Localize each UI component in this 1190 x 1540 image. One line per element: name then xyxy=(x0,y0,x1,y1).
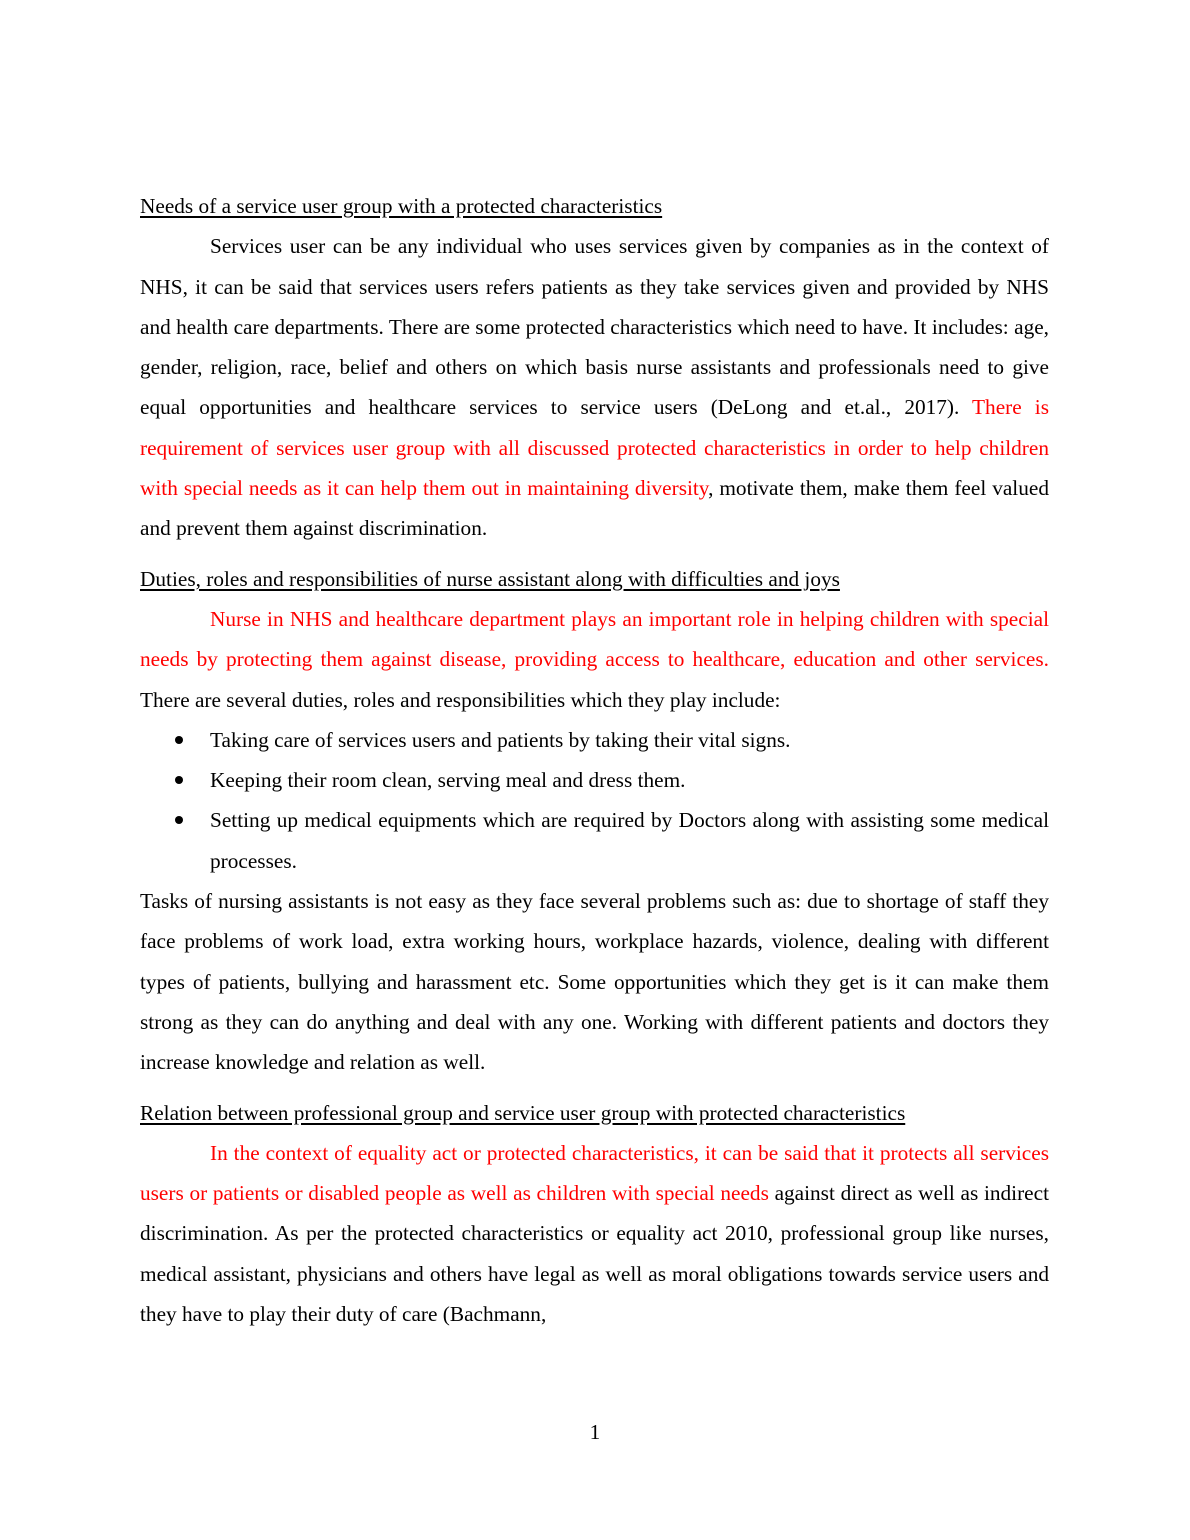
highlighted-text: Nurse in NHS and healthcare department plays an important role in helping children with special needs by protecting them against disease, providing access to healthcare, education and other services. xyxy=(140,606,1049,672)
list-item-text: Setting up medical equipments which are required by Doctors along with assisting some medical processes. xyxy=(210,808,1049,873)
section-paragraph-tasks: Tasks of nursing assistants is not easy as they face several problems such as: due to shortage of staff they face problems of work load, extra working hours, workplace hazards, violence, dealing with different types of patients, bullying and harassment etc. Some opportunities which they get is it can make them strong as they can do anything and deal with any one. Working with different patients and doctors they increase knowledge and relation as well. xyxy=(140,889,1049,1075)
bullet-icon xyxy=(175,736,183,744)
list-item xyxy=(210,760,1049,800)
highlighted-text: There is requirement of services user group with all discussed protected characteristics in order to help children with special needs as it can help them out in maintaining diversity xyxy=(140,395,1049,501)
list-item-text: Keeping their room clean, serving meal and dress them. xyxy=(210,768,686,793)
duties-bullet-list xyxy=(140,720,1049,881)
highlighted-text: In the context of equality act or protected characteristics, it can be said that it protects all services users or patients or disabled people as well as children with special needs xyxy=(140,1140,1049,1206)
section-paragraph-duties xyxy=(140,599,1049,720)
paragraph-text: There are several duties, roles and responsibilities which they play include: xyxy=(140,687,781,712)
list-item xyxy=(210,720,1049,760)
list-item xyxy=(210,800,1049,881)
page-number: 1 xyxy=(589,1420,601,1444)
section-heading-needs: Needs of a service user group with a protected characteristics xyxy=(140,194,663,218)
section-heading-relation: Relation between professional group and service user group with protected characteristics xyxy=(140,1100,906,1125)
section-paragraph-needs xyxy=(140,226,1049,548)
section-paragraph-relation xyxy=(140,1133,1049,1334)
paragraph-text: Services user can be any individual who uses services given by companies as in the context of NHS, it can be said that services users refers patients as they take services given and provided by NHS and health care departments. There are some protected characteristics which need to have. It includes: age, gender, religion, race, belief and others on which basis nurse assistants and professionals need to give equal opportunities and healthcare services to service users (DeLong and et.al., 2017). xyxy=(140,234,1049,420)
bullet-icon xyxy=(175,776,183,784)
section-heading-duties: Duties, roles and responsibilities of nurse assistant along with difficulties and joys xyxy=(140,566,840,591)
paragraph-text: against direct as well as indirect discrimination. As per the protected characteristics or equality act 2010, professional group like nurses, medical assistant, physicians and others have legal as well as moral obligations towards service users and they have to play their duty of care (Bachmann, xyxy=(140,1181,1049,1327)
paragraph-text: , motivate them, make them feel valued and prevent them against discrimination. xyxy=(140,476,1049,541)
list-item-text: Taking care of services users and patients by taking their vital signs. xyxy=(210,727,791,752)
document-body xyxy=(140,186,1049,1334)
bullet-icon xyxy=(175,816,183,824)
